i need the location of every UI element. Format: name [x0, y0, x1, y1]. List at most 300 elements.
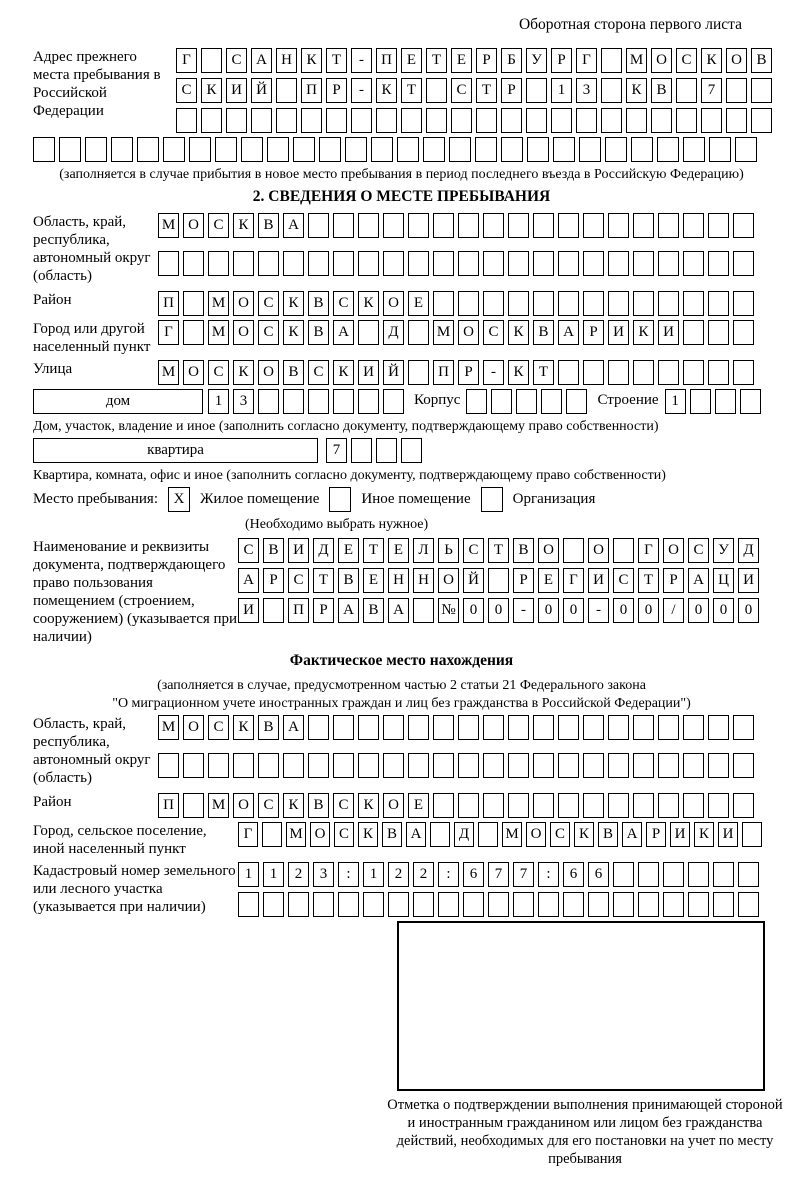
char-box[interactable]: И	[608, 320, 629, 345]
char-box[interactable]: К	[633, 320, 654, 345]
char-box[interactable]	[516, 389, 537, 414]
char-box[interactable]: 0	[488, 598, 509, 623]
char-box[interactable]: 1	[665, 389, 686, 414]
char-box[interactable]	[488, 568, 509, 593]
char-box[interactable]: В	[258, 715, 279, 740]
char-box[interactable]	[663, 892, 684, 917]
char-box[interactable]	[408, 320, 429, 345]
char-box[interactable]	[608, 213, 629, 238]
char-box[interactable]: 1	[208, 389, 229, 414]
char-box[interactable]: К	[333, 360, 354, 385]
char-box[interactable]	[241, 137, 263, 162]
char-box[interactable]	[383, 715, 404, 740]
char-box[interactable]: И	[358, 360, 379, 385]
char-box[interactable]	[708, 213, 729, 238]
char-box[interactable]	[708, 753, 729, 778]
char-box[interactable]	[233, 753, 254, 778]
char-box[interactable]: А	[622, 822, 642, 847]
char-box[interactable]: 2	[288, 862, 309, 887]
char-box[interactable]	[483, 715, 504, 740]
char-box[interactable]	[735, 137, 757, 162]
char-box[interactable]	[626, 108, 647, 133]
char-box[interactable]	[633, 291, 654, 316]
char-box[interactable]: С	[333, 291, 354, 316]
char-box[interactable]	[513, 892, 534, 917]
char-box[interactable]	[85, 137, 107, 162]
char-box[interactable]	[526, 78, 547, 103]
char-box[interactable]	[633, 251, 654, 276]
char-box[interactable]	[558, 213, 579, 238]
char-box[interactable]	[558, 793, 579, 818]
char-box[interactable]	[631, 137, 653, 162]
char-box[interactable]: С	[676, 48, 697, 73]
char-box[interactable]	[313, 892, 334, 917]
char-box[interactable]: С	[483, 320, 504, 345]
char-box[interactable]	[283, 389, 304, 414]
char-box[interactable]	[483, 251, 504, 276]
char-box[interactable]: Й	[251, 78, 272, 103]
char-box[interactable]: 6	[563, 862, 584, 887]
char-box[interactable]	[358, 715, 379, 740]
char-box[interactable]	[708, 251, 729, 276]
char-box[interactable]	[638, 862, 659, 887]
char-box[interactable]	[433, 213, 454, 238]
char-box[interactable]	[371, 137, 393, 162]
char-box[interactable]	[751, 108, 772, 133]
char-box[interactable]	[733, 753, 754, 778]
char-box[interactable]: -	[588, 598, 609, 623]
char-box[interactable]: В	[598, 822, 618, 847]
char-box[interactable]	[541, 389, 562, 414]
char-box[interactable]	[358, 251, 379, 276]
char-box[interactable]	[558, 251, 579, 276]
char-box[interactable]: Т	[476, 78, 497, 103]
char-box[interactable]: К	[283, 793, 304, 818]
char-box[interactable]	[183, 291, 204, 316]
char-box[interactable]: Д	[313, 538, 334, 563]
char-box[interactable]: П	[433, 360, 454, 385]
char-box[interactable]: П	[158, 793, 179, 818]
char-box[interactable]	[608, 715, 629, 740]
char-box[interactable]: 0	[538, 598, 559, 623]
char-box[interactable]	[683, 715, 704, 740]
char-box[interactable]	[475, 137, 497, 162]
char-box[interactable]	[688, 892, 709, 917]
char-box[interactable]	[276, 108, 297, 133]
char-box[interactable]: А	[338, 598, 359, 623]
char-box[interactable]: Г	[238, 822, 258, 847]
char-box[interactable]: С	[334, 822, 354, 847]
char-box[interactable]: И	[588, 568, 609, 593]
char-box[interactable]: О	[258, 360, 279, 385]
char-box[interactable]: О	[183, 213, 204, 238]
char-box[interactable]	[401, 108, 422, 133]
char-box[interactable]	[478, 822, 498, 847]
char-box[interactable]: 1	[238, 862, 259, 887]
char-box[interactable]: И	[658, 320, 679, 345]
char-box[interactable]	[308, 389, 329, 414]
char-box[interactable]	[713, 892, 734, 917]
char-box[interactable]: Й	[383, 360, 404, 385]
char-box[interactable]: 1	[263, 862, 284, 887]
char-box[interactable]: П	[288, 598, 309, 623]
char-box[interactable]	[483, 753, 504, 778]
char-box[interactable]	[601, 108, 622, 133]
char-box[interactable]	[533, 213, 554, 238]
char-box[interactable]	[267, 137, 289, 162]
char-box[interactable]: М	[433, 320, 454, 345]
char-box[interactable]	[508, 213, 529, 238]
char-box[interactable]	[601, 78, 622, 103]
char-box[interactable]	[208, 753, 229, 778]
char-box[interactable]: Н	[388, 568, 409, 593]
char-box[interactable]: В	[308, 320, 329, 345]
char-box[interactable]	[738, 892, 759, 917]
char-box[interactable]	[137, 137, 159, 162]
char-box[interactable]	[733, 360, 754, 385]
char-box[interactable]	[533, 753, 554, 778]
char-box[interactable]: Д	[738, 538, 759, 563]
char-box[interactable]: С	[238, 538, 259, 563]
char-box[interactable]: А	[251, 48, 272, 73]
char-box[interactable]: К	[201, 78, 222, 103]
char-box[interactable]	[208, 251, 229, 276]
char-box[interactable]: С	[688, 538, 709, 563]
char-box[interactable]: С	[208, 360, 229, 385]
char-box[interactable]	[742, 822, 762, 847]
char-box[interactable]	[608, 753, 629, 778]
char-box[interactable]	[663, 862, 684, 887]
char-box[interactable]	[276, 78, 297, 103]
char-box[interactable]	[733, 715, 754, 740]
char-box[interactable]	[458, 251, 479, 276]
char-box[interactable]	[476, 108, 497, 133]
char-box[interactable]	[688, 862, 709, 887]
char-box[interactable]	[488, 892, 509, 917]
char-box[interactable]: 0	[563, 598, 584, 623]
char-box[interactable]: Т	[401, 78, 422, 103]
char-box[interactable]	[527, 137, 549, 162]
char-box[interactable]	[683, 291, 704, 316]
char-box[interactable]: Д	[454, 822, 474, 847]
char-box[interactable]: Е	[538, 568, 559, 593]
char-box[interactable]: Е	[363, 568, 384, 593]
char-box[interactable]	[583, 213, 604, 238]
char-box[interactable]	[383, 213, 404, 238]
char-box[interactable]	[551, 108, 572, 133]
char-box[interactable]	[501, 108, 522, 133]
char-box[interactable]: А	[238, 568, 259, 593]
char-box[interactable]	[423, 137, 445, 162]
char-box[interactable]: Т	[638, 568, 659, 593]
char-box[interactable]: №	[438, 598, 459, 623]
char-box[interactable]	[430, 822, 450, 847]
char-box[interactable]: Т	[313, 568, 334, 593]
char-box[interactable]: К	[358, 793, 379, 818]
char-box[interactable]: Р	[326, 78, 347, 103]
char-box[interactable]	[726, 78, 747, 103]
char-box[interactable]	[308, 251, 329, 276]
char-box[interactable]	[658, 213, 679, 238]
char-box[interactable]: 1	[551, 78, 572, 103]
char-box[interactable]	[426, 108, 447, 133]
char-box[interactable]	[201, 108, 222, 133]
char-box[interactable]: С	[333, 793, 354, 818]
char-box[interactable]: М	[208, 291, 229, 316]
char-box[interactable]	[363, 892, 384, 917]
char-box[interactable]: Р	[263, 568, 284, 593]
char-box[interactable]	[508, 715, 529, 740]
char-box[interactable]	[176, 108, 197, 133]
char-box[interactable]: И	[288, 538, 309, 563]
char-box[interactable]	[733, 251, 754, 276]
char-box[interactable]: 6	[463, 862, 484, 887]
char-box[interactable]	[538, 892, 559, 917]
char-box[interactable]: С	[258, 793, 279, 818]
char-box[interactable]	[458, 213, 479, 238]
char-box[interactable]: К	[358, 291, 379, 316]
char-box[interactable]	[301, 108, 322, 133]
char-box[interactable]: С	[288, 568, 309, 593]
char-box[interactable]	[751, 78, 772, 103]
char-box[interactable]	[583, 360, 604, 385]
char-box[interactable]	[451, 108, 472, 133]
char-box[interactable]: П	[376, 48, 397, 73]
char-box[interactable]: Б	[501, 48, 522, 73]
char-box[interactable]	[651, 108, 672, 133]
char-box[interactable]	[608, 251, 629, 276]
char-box[interactable]: Г	[576, 48, 597, 73]
char-box[interactable]	[713, 862, 734, 887]
char-box[interactable]: В	[651, 78, 672, 103]
char-box[interactable]	[308, 715, 329, 740]
char-box[interactable]: Р	[501, 78, 522, 103]
char-box[interactable]	[658, 753, 679, 778]
char-box[interactable]	[605, 137, 627, 162]
char-box[interactable]: Р	[458, 360, 479, 385]
char-box[interactable]: И	[738, 568, 759, 593]
char-box[interactable]	[658, 793, 679, 818]
char-box[interactable]: В	[382, 822, 402, 847]
char-box[interactable]: А	[333, 320, 354, 345]
char-box[interactable]: Р	[551, 48, 572, 73]
char-box[interactable]: Д	[383, 320, 404, 345]
char-box[interactable]	[583, 793, 604, 818]
char-box[interactable]: 0	[463, 598, 484, 623]
char-box[interactable]: С	[258, 320, 279, 345]
char-box[interactable]: О	[651, 48, 672, 73]
char-box[interactable]	[383, 251, 404, 276]
char-box[interactable]	[433, 291, 454, 316]
char-box[interactable]: 0	[738, 598, 759, 623]
char-box[interactable]	[333, 213, 354, 238]
char-box[interactable]: О	[183, 715, 204, 740]
char-box[interactable]: У	[526, 48, 547, 73]
char-box[interactable]	[683, 753, 704, 778]
char-box[interactable]	[358, 389, 379, 414]
char-box[interactable]: А	[388, 598, 409, 623]
char-box[interactable]: В	[258, 213, 279, 238]
char-box[interactable]	[708, 291, 729, 316]
char-box[interactable]: -	[351, 48, 372, 73]
char-box[interactable]: В	[263, 538, 284, 563]
zhiloe-checkbox[interactable]: X	[168, 487, 190, 512]
char-box[interactable]	[558, 715, 579, 740]
char-box[interactable]: 7	[326, 438, 347, 463]
char-box[interactable]: Й	[463, 568, 484, 593]
char-box[interactable]	[201, 48, 222, 73]
char-box[interactable]	[633, 793, 654, 818]
char-box[interactable]: С	[550, 822, 570, 847]
char-box[interactable]	[579, 137, 601, 162]
char-box[interactable]	[658, 251, 679, 276]
char-box[interactable]: 2	[388, 862, 409, 887]
char-box[interactable]	[733, 793, 754, 818]
char-box[interactable]: С	[451, 78, 472, 103]
char-box[interactable]: И	[238, 598, 259, 623]
char-box[interactable]	[709, 137, 731, 162]
char-box[interactable]: П	[301, 78, 322, 103]
char-box[interactable]	[483, 291, 504, 316]
char-box[interactable]	[701, 108, 722, 133]
char-box[interactable]: В	[533, 320, 554, 345]
char-box[interactable]	[413, 892, 434, 917]
char-box[interactable]	[708, 320, 729, 345]
char-box[interactable]: К	[233, 213, 254, 238]
char-box[interactable]: Г	[638, 538, 659, 563]
char-box[interactable]	[708, 360, 729, 385]
char-box[interactable]	[583, 753, 604, 778]
char-box[interactable]	[613, 862, 634, 887]
char-box[interactable]: М	[502, 822, 522, 847]
char-box[interactable]	[533, 291, 554, 316]
char-box[interactable]	[433, 753, 454, 778]
char-box[interactable]: Г	[176, 48, 197, 73]
char-box[interactable]	[583, 291, 604, 316]
char-box[interactable]	[683, 793, 704, 818]
char-box[interactable]	[458, 715, 479, 740]
char-box[interactable]	[633, 213, 654, 238]
char-box[interactable]: И	[226, 78, 247, 103]
char-box[interactable]	[408, 753, 429, 778]
char-box[interactable]	[483, 793, 504, 818]
char-box[interactable]	[408, 213, 429, 238]
char-box[interactable]	[633, 360, 654, 385]
char-box[interactable]	[533, 793, 554, 818]
char-box[interactable]	[183, 251, 204, 276]
char-box[interactable]: К	[301, 48, 322, 73]
char-box[interactable]	[558, 291, 579, 316]
char-box[interactable]	[733, 213, 754, 238]
char-box[interactable]: 3	[576, 78, 597, 103]
char-box[interactable]	[633, 715, 654, 740]
char-box[interactable]	[438, 892, 459, 917]
char-box[interactable]	[608, 793, 629, 818]
char-box[interactable]: К	[694, 822, 714, 847]
char-box[interactable]	[288, 892, 309, 917]
char-box[interactable]	[345, 137, 367, 162]
char-box[interactable]	[433, 251, 454, 276]
char-box[interactable]	[401, 438, 422, 463]
char-box[interactable]: Г	[158, 320, 179, 345]
char-box[interactable]	[383, 753, 404, 778]
organizatsiya-checkbox[interactable]	[481, 487, 503, 512]
char-box[interactable]	[708, 715, 729, 740]
char-box[interactable]	[383, 389, 404, 414]
char-box[interactable]	[508, 251, 529, 276]
char-box[interactable]	[576, 108, 597, 133]
char-box[interactable]: В	[338, 568, 359, 593]
char-box[interactable]	[683, 360, 704, 385]
char-box[interactable]: 1	[363, 862, 384, 887]
char-box[interactable]	[608, 360, 629, 385]
char-box[interactable]: У	[713, 538, 734, 563]
char-box[interactable]	[733, 320, 754, 345]
char-box[interactable]	[658, 291, 679, 316]
char-box[interactable]: В	[283, 360, 304, 385]
char-box[interactable]: Н	[276, 48, 297, 73]
char-box[interactable]	[238, 892, 259, 917]
char-box[interactable]: :	[338, 862, 359, 887]
char-box[interactable]: К	[508, 320, 529, 345]
char-box[interactable]	[658, 715, 679, 740]
char-box[interactable]: К	[233, 360, 254, 385]
char-box[interactable]: /	[663, 598, 684, 623]
char-box[interactable]: В	[308, 793, 329, 818]
char-box[interactable]: Р	[646, 822, 666, 847]
char-box[interactable]: А	[406, 822, 426, 847]
char-box[interactable]: Е	[408, 793, 429, 818]
char-box[interactable]: О	[183, 360, 204, 385]
char-box[interactable]	[283, 251, 304, 276]
char-box[interactable]: О	[233, 320, 254, 345]
char-box[interactable]: М	[158, 715, 179, 740]
char-box[interactable]	[413, 598, 434, 623]
char-box[interactable]	[508, 793, 529, 818]
char-box[interactable]	[683, 251, 704, 276]
char-box[interactable]: :	[538, 862, 559, 887]
char-box[interactable]: С	[308, 360, 329, 385]
char-box[interactable]	[526, 108, 547, 133]
char-box[interactable]	[683, 137, 705, 162]
char-box[interactable]	[333, 389, 354, 414]
char-box[interactable]: Т	[363, 538, 384, 563]
char-box[interactable]	[263, 598, 284, 623]
char-box[interactable]	[458, 753, 479, 778]
char-box[interactable]	[690, 389, 711, 414]
char-box[interactable]	[508, 291, 529, 316]
char-box[interactable]	[738, 862, 759, 887]
char-box[interactable]	[433, 715, 454, 740]
char-box[interactable]: О	[663, 538, 684, 563]
char-box[interactable]: К	[233, 715, 254, 740]
char-box[interactable]: В	[513, 538, 534, 563]
char-box[interactable]	[613, 892, 634, 917]
char-box[interactable]	[183, 320, 204, 345]
char-box[interactable]	[458, 291, 479, 316]
char-box[interactable]	[333, 753, 354, 778]
char-box[interactable]: Е	[451, 48, 472, 73]
char-box[interactable]: О	[383, 793, 404, 818]
char-box[interactable]: Г	[563, 568, 584, 593]
char-box[interactable]	[683, 320, 704, 345]
char-box[interactable]	[33, 137, 55, 162]
char-box[interactable]	[715, 389, 736, 414]
char-box[interactable]: О	[383, 291, 404, 316]
char-box[interactable]: И	[718, 822, 738, 847]
char-box[interactable]: 0	[688, 598, 709, 623]
char-box[interactable]: Т	[488, 538, 509, 563]
